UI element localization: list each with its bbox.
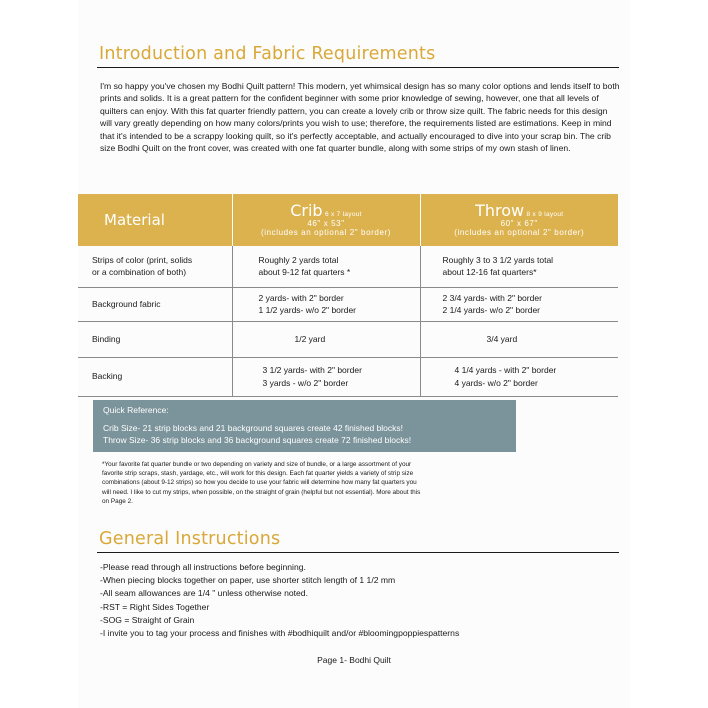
cell-line: Background fabric [92, 298, 161, 309]
list-item: -SOG = Straight of Grain [100, 614, 195, 625]
cell-line: Roughly 2 yards total [258, 254, 339, 265]
crib-layout: 6 x 7 layout [324, 211, 362, 218]
cell-line: 3 yards - w/o 2" border [262, 377, 349, 388]
cell-line: Strips of color (print, solids [92, 254, 193, 265]
crib-cell [232, 357, 420, 396]
cell-line: 2 3/4 yards- with 2" border [442, 292, 542, 303]
material-column-header: Material [78, 194, 232, 246]
list-item: -Please read through all instructions before beginning. [100, 562, 306, 572]
cell-line: Backing [92, 371, 123, 382]
intro-paragraph: I'm so happy you've chosen my Bodhi Quilt pattern! This modern, yet whimsical design has so many color options and lends itself to both prints and solids. It is a great pattern for the confident beginner with some prior knowledge of sewing, however, one that all levels of quilters can enjoy. With this fat quarter friendly pattern, you can create a lovely crib or throw size quilt. The fabric needs for this design will vary greatly depending on how many colors/prints you wish to use; therefore, the requirements listed are estimations. Keep in mind that it's intended to be a scrappy looking quilt, so it's perfectly acceptable, and actually encouraged to dive into your scrap bin. The crib size Bodhi Quilt on the front cover, was created with one fat quarter bundle, along with some strips of my own stash of linen. [100, 81, 620, 154]
throw-cell [420, 287, 618, 321]
crib-cell [232, 287, 420, 321]
material-cell [78, 287, 232, 321]
quick-reference-box [93, 400, 516, 452]
crib-cell [232, 246, 420, 287]
cell-line: or a combination of both) [92, 267, 187, 278]
quick-reference-crib: Crib Size- 21 strip blocks and 21 background squares create 42 finished blocks! [103, 423, 404, 433]
cell-line: 2 yards- with 2" border [258, 292, 344, 303]
cell-line: about 12-16 fat quarters* [442, 267, 537, 278]
crib-size: 46" x 53" [307, 219, 345, 228]
crib-border-note: (includes an optional 2" border) [260, 228, 392, 237]
table-row-backing [78, 357, 618, 396]
throw-column-header [420, 194, 618, 246]
table-header-row [78, 194, 618, 246]
table-row-strips [78, 246, 618, 287]
table-row-binding [78, 321, 618, 357]
throw-cell [420, 321, 618, 357]
material-cell [78, 357, 232, 396]
list-item: -When piecing blocks together on paper, use shorter stitch length of 1 1/2 mm [100, 575, 396, 586]
crib-column-header [232, 194, 420, 246]
cell-line: 4 yards- w/o 2" border [454, 377, 538, 388]
general-instructions-list [100, 561, 620, 640]
cell-line: Roughly 3 to 3 1/2 yards total [442, 254, 554, 265]
throw-layout: 8 x 9 layout [526, 211, 564, 218]
general-heading: General Instructions [99, 529, 281, 549]
page-footer: Page 1- Bodhi Quilt [317, 655, 391, 665]
footnote: *Your favorite fat quarter bundle or two depending on variety and size of bundle, or a large assortment of your favorite strip scraps, stash, yardage, etc., will work for this design. Each fat quarter yields a variety of strip size combinations (about 9-12 strips) so how you decide to use your fabric will determine how many fat quarters you will need. I like to cut my strips, when possible, on the straight of grain (helpful but not essential). More about this on Page 2. [102, 461, 421, 505]
crib-title: Crib [290, 201, 323, 220]
general-heading-rule [97, 552, 619, 553]
intro-heading-rule [97, 67, 619, 68]
cell-line: 1/2 yard [294, 333, 326, 344]
cell-line: 3 1/2 yards- with 2" border [262, 365, 362, 375]
fabric-requirements-table [78, 194, 618, 397]
throw-size: 60" x 67" [500, 219, 538, 228]
throw-cell [420, 246, 618, 287]
throw-border-note: (includes an optional 2" border) [454, 228, 585, 237]
list-item: -RST = Right Sides Together [100, 601, 210, 612]
list-item: -All seam allowances are 1/4 " unless otherwise noted. [100, 588, 308, 599]
material-cell [78, 321, 232, 357]
throw-title: Throw [475, 201, 525, 220]
throw-cell [420, 357, 618, 396]
cell-line: 1 1/2 yards- w/o 2" border [258, 305, 357, 315]
material-cell [78, 246, 232, 287]
cell-line: Binding [92, 333, 121, 344]
quick-reference-title: Quick Reference: [103, 405, 169, 415]
quick-reference-throw: Throw Size- 36 strip blocks and 36 background squares create 72 finished blocks! [103, 435, 412, 445]
table-row-background [78, 287, 618, 321]
intro-heading: Introduction and Fabric Requirements [99, 44, 436, 64]
crib-cell [232, 321, 420, 357]
cell-line: 2 1/4 yards- w/o 2" border [442, 305, 541, 315]
list-item: -I invite you to tag your process and finishes with #bodhiquilt and/or #bloomingpoppiespatterns [100, 628, 460, 639]
cell-line: 3/4 yard [486, 333, 518, 344]
cell-line: 4 1/4 yards - with 2" border [454, 365, 557, 375]
cell-line: about 9-12 fat quarters * [258, 267, 351, 278]
